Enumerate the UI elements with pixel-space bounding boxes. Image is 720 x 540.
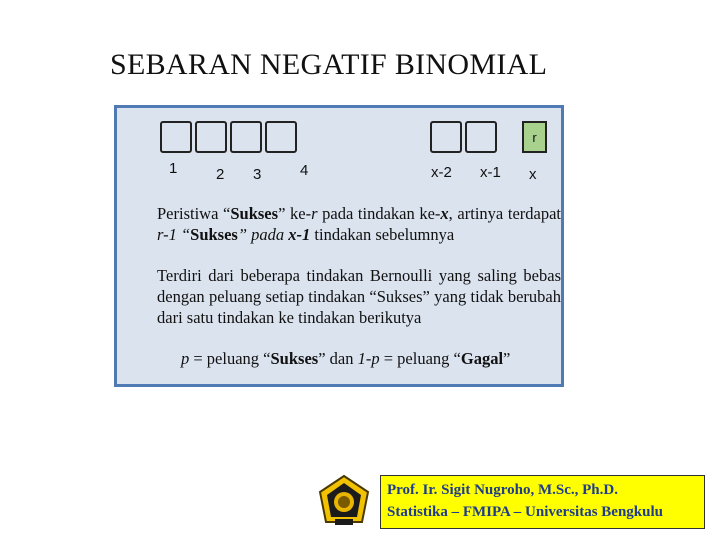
slide-title: SEBARAN NEGATIF BINOMIAL xyxy=(110,48,548,81)
author-name: Prof. Ir. Sigit Nugroho, M.Sc., Ph.D. xyxy=(387,482,618,498)
trial-number: 1 xyxy=(169,160,178,177)
description-paragraph-1: Peristiwa “Sukses” ke-r pada tindakan ke-x, artinya terdapat r-1 “Sukses” pada x-1 tindakan sebelumnya xyxy=(157,204,561,244)
success-box-r: r xyxy=(522,121,547,153)
university-logo-icon xyxy=(316,474,372,530)
trial-number: x-1 xyxy=(480,164,501,181)
trial-boxes-left xyxy=(160,121,297,153)
trial-number: 3 xyxy=(253,166,262,183)
description-paragraph-2: Terdiri dari beberapa tindakan Bernoulli yang saling bebas dengan peluang setiap tindakan “Sukses” yang tidak berubah dari satu tindakan ke tindakan berikutya xyxy=(157,266,561,327)
trial-number: x xyxy=(529,166,537,183)
trial-boxes-right xyxy=(430,121,497,153)
trial-box xyxy=(230,121,262,153)
trial-number: 4 xyxy=(300,162,309,179)
probability-formula: p = peluang “Sukses” dan 1-p = peluang “Gagal” xyxy=(181,349,511,368)
trial-number: 2 xyxy=(216,166,225,183)
trial-box xyxy=(430,121,462,153)
trial-box xyxy=(465,121,497,153)
trial-box xyxy=(195,121,227,153)
trial-box xyxy=(160,121,192,153)
trial-number: x-2 xyxy=(431,164,452,181)
author-affiliation: Statistika – FMIPA – Universitas Bengkulu xyxy=(387,504,663,520)
author-footer xyxy=(380,475,705,529)
trial-box xyxy=(265,121,297,153)
content-panel xyxy=(114,105,564,387)
